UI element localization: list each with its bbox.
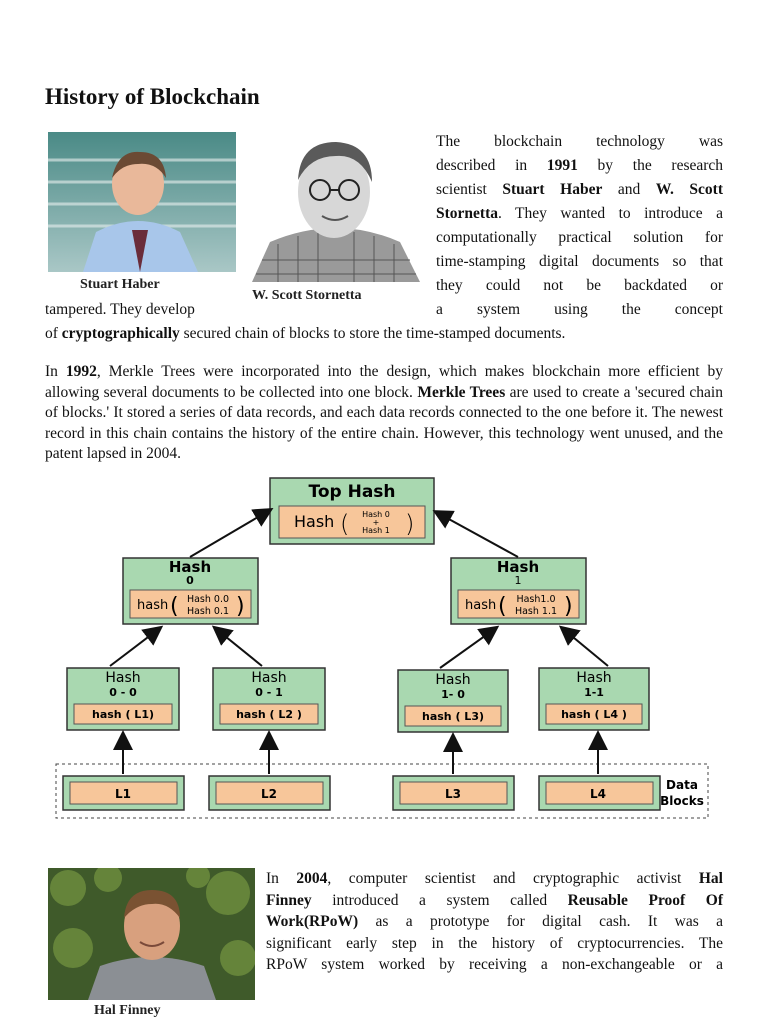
- intro-line: time-stamping digital documents so that: [436, 253, 723, 270]
- svg-text:Hash 0.1: Hash 0.1: [186, 606, 230, 617]
- rpow-line: Work(RPoW) as a prototype for digital cash. It was a: [266, 913, 723, 930]
- svg-text:hash: hash: [465, 598, 497, 613]
- svg-text:): ): [564, 594, 573, 619]
- top-hash-arg: Hash 1: [362, 526, 390, 535]
- intro-line-9: of cryptographically secured chain of blocks to store the time-stamped documents.: [45, 325, 566, 342]
- leaf-l2: [209, 776, 330, 810]
- rpow-line: Finney introduced a system called Reusable Proof Of: [266, 891, 723, 909]
- top-hash-title: Top Hash: [308, 482, 396, 502]
- finney-caption: Hal Finney: [94, 1003, 161, 1018]
- top-hash-arg: +: [372, 518, 380, 527]
- stuart-haber-photo: [48, 132, 236, 272]
- svg-text:hash ( L3): hash ( L3): [421, 710, 485, 723]
- hash-0-0-node: [67, 668, 179, 730]
- haber-caption: Stuart Haber: [80, 277, 160, 292]
- top-hash-arg: Hash 0: [362, 510, 390, 519]
- svg-text:L2: L2: [261, 787, 277, 801]
- hash-1-node: [451, 558, 586, 624]
- intro-text: [436, 130, 723, 298]
- svg-text:0: 0: [186, 574, 194, 587]
- leaf-l3: [393, 776, 514, 810]
- svg-text:0 - 0: 0 - 0: [109, 686, 137, 699]
- svg-text:L1: L1: [115, 787, 131, 801]
- svg-text:hash ( L2 ): hash ( L2 ): [236, 708, 302, 721]
- svg-text:): ): [405, 510, 415, 538]
- svg-text:Hash: Hash: [105, 670, 141, 686]
- leaf-l1: [63, 776, 184, 810]
- top-hash-node: [270, 478, 434, 544]
- svg-text:Hash: Hash: [435, 672, 471, 688]
- svg-text:1: 1: [514, 574, 522, 587]
- svg-text:Hash 1.1: Hash 1.1: [514, 606, 558, 617]
- svg-text:1-1: 1-1: [584, 686, 604, 699]
- hash-0-node: [123, 558, 258, 624]
- merkle-paragraph: In 1992, Merkle Trees were incorporated into the design, which makes blockchain more efficient by allowing several documents to be collected into one block. Merkle Trees are used to create a 'secured chain of blocks.' It stored a series of data records, and each data records connected to the one before it. The newest record in this chain contains the history of the entire chain. However, this technology went unused, and the patent lapsed in 2004.: [45, 363, 723, 463]
- intro-line-8-left: tampered. They develop: [45, 301, 195, 318]
- svg-text:(: (: [340, 510, 350, 538]
- svg-text:L3: L3: [445, 787, 461, 801]
- hal-finney-photo: [48, 868, 255, 1000]
- svg-text:hash ( L4 ): hash ( L4 ): [561, 708, 627, 721]
- svg-text:(: (: [498, 594, 507, 619]
- svg-text:Hash: Hash: [496, 558, 540, 576]
- svg-text:): ): [236, 594, 245, 619]
- leaf-l4: [539, 776, 660, 810]
- intro-line: Stornetta. They wanted to introduce a: [436, 205, 723, 222]
- svg-text:1- 0: 1- 0: [441, 688, 465, 701]
- intro-line: computationally practical solution for: [436, 229, 723, 246]
- data-blocks-label: Blocks: [660, 794, 704, 808]
- rpow-line: RPoW system worked by receiving a non-exchangeable or a: [266, 956, 723, 973]
- hash-0-1-node: [213, 668, 325, 730]
- intro-line-8-right: a system using the concept: [436, 301, 723, 318]
- svg-text:hash: hash: [137, 598, 169, 613]
- svg-text:Hash1.0: Hash1.0: [516, 594, 556, 605]
- intro-line: described in 1991 by the research: [436, 157, 724, 174]
- rpow-line: significant early step in the history of cryptocurrencies. The: [266, 934, 723, 952]
- stornetta-caption: W. Scott Stornetta: [252, 288, 362, 303]
- hash-1-1-node: [539, 668, 649, 730]
- svg-text:Hash: Hash: [251, 670, 287, 686]
- svg-text:(: (: [170, 594, 179, 619]
- w-scott-stornetta-photo: [248, 132, 424, 282]
- svg-text:hash ( L1): hash ( L1): [91, 708, 155, 721]
- rpow-line: In 2004, computer scientist and cryptographic activist Hal: [266, 870, 723, 887]
- intro-line: The blockchain technology was: [436, 133, 724, 150]
- page-title: History of Blockchain: [45, 84, 260, 109]
- intro-line: they could not be backdated or: [436, 277, 724, 294]
- rpow-paragraph: [266, 868, 723, 976]
- tree-arrows: [110, 510, 608, 774]
- svg-text:0 - 1: 0 - 1: [255, 686, 283, 699]
- svg-text:Hash: Hash: [576, 670, 612, 686]
- intro-line: scientist Stuart Haber and W. Scott: [436, 181, 723, 198]
- top-hash-fn: Hash: [294, 512, 335, 531]
- merkle-tree-diagram: [0, 470, 768, 830]
- hash-1-0-node: [398, 670, 508, 732]
- svg-text:Hash: Hash: [168, 558, 212, 576]
- data-blocks-label: Data: [666, 778, 698, 792]
- svg-text:Hash 0.0: Hash 0.0: [186, 594, 230, 605]
- svg-text:L4: L4: [590, 787, 606, 801]
